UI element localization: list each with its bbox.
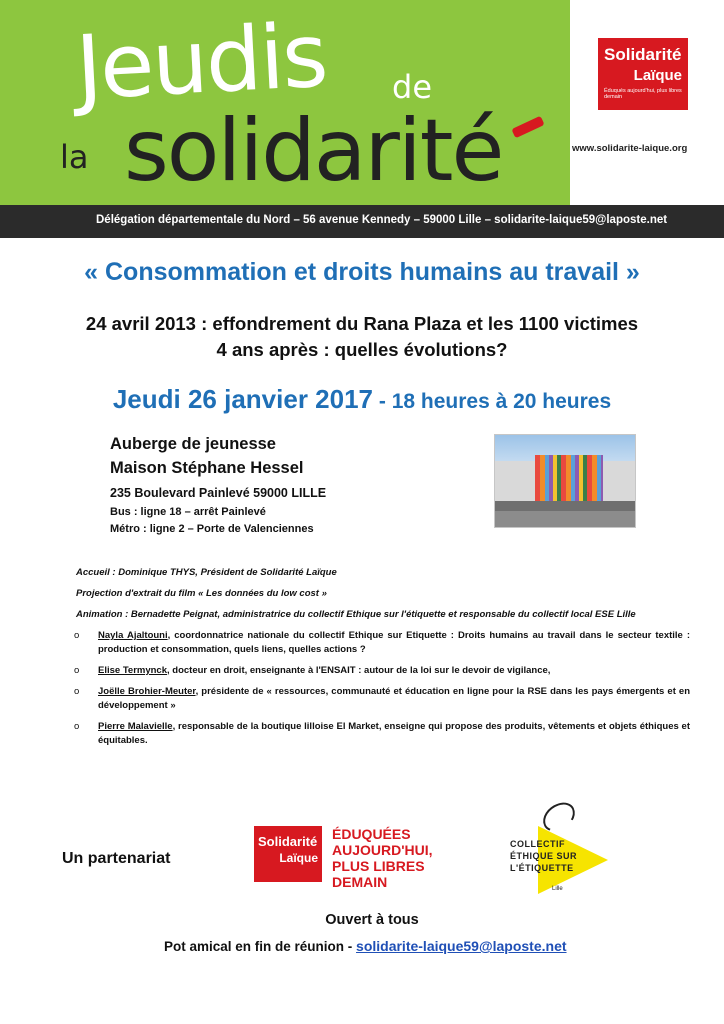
event-date: Jeudi 26 janvier 2017 [112, 384, 374, 414]
list-item [74, 664, 690, 678]
venue-block [110, 432, 490, 538]
venue-photo [494, 434, 636, 528]
speaker-name: Nayla Ajaltouni [98, 630, 168, 641]
list-item [74, 720, 690, 748]
pot-text: Pot amical en fin de réunion - [164, 939, 357, 954]
speaker-name: Pierre Malavielle [98, 721, 173, 732]
partner-slogan [332, 826, 433, 890]
accent-mark [511, 116, 544, 139]
slogan-line: DEMAIN [332, 874, 388, 890]
program-animation: Animation : Bernadette Peignat, administratrice du collectif Ethique sur l'étiquette et responsable du collectif local ESE Lille [76, 609, 636, 620]
bullet-icon: o [74, 686, 80, 697]
title-solidarite: solidarité [124, 101, 503, 201]
venue-address: 235 Boulevard Painlevé 59000 LILLE [110, 486, 327, 500]
slogan-line: PLUS LIBRES [332, 858, 425, 874]
logo-line1: Solidarité [604, 45, 682, 64]
event-subtitle-1: 24 avril 2013 : effondrement du Rana Plaza et les 1100 victimes [85, 313, 639, 334]
speaker-text: , présidente de « ressources, communauté et éducation en ligne pour la RSE dans les pays émergents et en développement » [98, 686, 691, 711]
venue-name-1: Auberge de jeunesse [110, 435, 276, 453]
pot-line [164, 938, 567, 954]
title-jeudis: Jeudis [73, 3, 329, 120]
venue-metro: Métro : ligne 2 – Porte de Valenciennes [110, 523, 314, 535]
collectif-ethique-logo [508, 804, 608, 894]
collectif-line: ÉTHIQUE SUR [510, 851, 578, 861]
collectif-line: COLLECTIF [510, 839, 565, 849]
speaker-list [74, 629, 690, 748]
bullet-icon: o [74, 665, 80, 676]
email-link[interactable]: solidarite-laique59@laposte.net [356, 938, 567, 954]
address-text: Délégation départementale du Nord – 56 avenue Kennedy – 59000 Lille – solidarite-laique59@laposte.net [96, 214, 668, 226]
partner-solidarite-logo [254, 826, 322, 882]
date-separator: - [373, 390, 392, 413]
bullet-icon: o [74, 630, 80, 641]
title-la: la [60, 138, 89, 176]
header-banner [0, 0, 570, 205]
speaker-name: Joëlle Brohier-Meuter [98, 686, 196, 697]
speaker-text: , coordonnatrice nationale du collectif Ethique sur Etiquette : Droits humains au travail dans le secteur textile : production et consommation, quels liens, quelles actions ? [98, 630, 690, 655]
logo-line2: Laïque [633, 66, 682, 84]
program-projection: Projection d'extrait du film « Les données du low cost » [76, 588, 327, 599]
slogan-line: ÉDUQUÉES [332, 826, 411, 842]
event-title: « Consommation et droits humains au travail » [84, 258, 640, 286]
event-subtitle-2: 4 ans après : quelles évolutions? [216, 339, 508, 360]
speaker-text: , responsable de la boutique lilloise El Market, enseigne qui propose des produits, vêtements et objets éthiques et équitables. [98, 721, 690, 746]
list-item [74, 685, 690, 713]
venue-name-2: Maison Stéphane Hessel [110, 459, 304, 477]
collectif-city: Lille [552, 886, 563, 892]
open-to-all: Ouvert à tous [325, 912, 419, 928]
venue-bus: Bus : ligne 18 – arrêt Painlevé [110, 506, 266, 518]
program-accueil: Accueil : Dominique THYS, Président de Solidarité Laïque [76, 567, 337, 578]
event-date-line [0, 384, 724, 415]
speaker-text: , docteur en droit, enseignante à l'ENSAIT : autour de la loi sur le devoir de vigilance, [167, 665, 551, 676]
speaker-name: Elise Termynck [98, 665, 168, 676]
title-de: de [392, 68, 432, 106]
event-time: 18 heures à 20 heures [391, 390, 612, 413]
collectif-text [510, 838, 577, 874]
program [76, 566, 690, 755]
bullet-icon: o [74, 721, 80, 732]
list-item [74, 629, 690, 657]
collectif-line: L'ÉTIQUETTE [510, 863, 574, 873]
address-band [0, 205, 724, 238]
partner-logo-line1: Solidarité [258, 834, 318, 849]
partner-label: Un partenariat [62, 850, 171, 867]
slogan-line: AUJOURD'HUI, [332, 842, 433, 858]
colorful-facade [535, 455, 603, 503]
logo-tagline: Éduqués aujourd'hui, plus libres demain [604, 87, 682, 100]
partner-logo-line2: Laïque [279, 851, 318, 865]
solidarite-laique-logo [598, 38, 688, 110]
website-link[interactable]: www.solidarite-laique.org [572, 143, 688, 154]
